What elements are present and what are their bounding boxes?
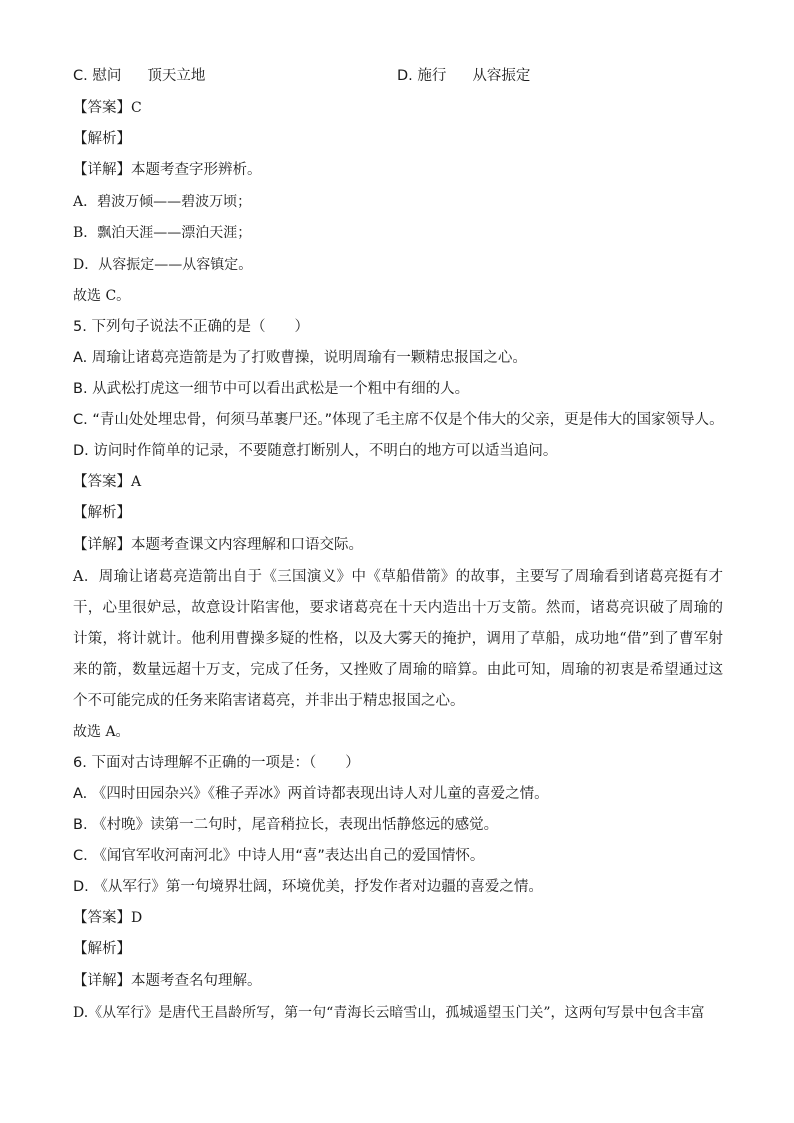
q5-answer (73, 472, 724, 492)
q6-option-d: D. 《从军行》第一句境界壮阔，环境优美，抒发作者对边疆的喜爱之情。 (73, 879, 543, 895)
q6-analysis-tag: 【解析】 (73, 941, 131, 957)
detail-tag: 【详解】 (73, 973, 131, 989)
q6-stem: 6. 下面对古诗理解不正确的一项是：（ ） (73, 755, 360, 771)
q5-stem: 5. 下列句子说法不正确的是（ ） (73, 319, 309, 335)
q6-option-b: B. 《村晚》读第一二句时，尾音稍拉长，表现出恬静悠远的感觉。 (73, 817, 499, 833)
detail-tag: 【详解】 (73, 162, 131, 178)
options-row-cd (73, 66, 724, 86)
answer-tag: 【答案】 (73, 474, 131, 490)
q6-explanation: D.《从军行》是唐代王昌龄所写，第一句“青海长云暗雪山，孤城遥望玉门关”，这两句写景中包含丰富 (73, 1005, 705, 1021)
q5-analysis-tag: 【解析】 (73, 505, 131, 521)
q4-fix-d: D．从容振定——从容镇定。 (73, 257, 253, 273)
q6-option-a: A. 《四时田园杂兴》《稚子弄冰》两首诗都表现出诗人对儿童的喜爱之情。 (73, 786, 549, 802)
q6-answer (73, 908, 724, 928)
q5-explanation: A．周瑜让诸葛亮造箭出自于《三国演义》中《草船借箭》的故事，主要写了周瑜看到诸葛亮挺有才干，心里很妒忌，故意设计陷害他，要求诸葛亮在十天内造出十万支箭。然而，诸葛亮识破了周瑜的计策，将计就计。他利用曹操多疑的性格，以及大雾天的掩护，调用了草船，成功地“借”到了曹军射来的箭，数量远超十万支，完成了任务，又挫败了周瑜的暗算。由此可知，周瑜的初衷是希望通过这个不可能完成的任务来陷害诸葛亮，并非出于精忠报国之心。 (73, 569, 723, 709)
detail-text: 本题考查名句理解。 (131, 973, 262, 989)
option-c (73, 66, 397, 86)
answer-tag: 【答案】 (73, 100, 131, 116)
q4-fix-b: B．飘泊天涯——漂泊天涯； (73, 225, 252, 241)
detail-tag: 【详解】 (73, 537, 131, 553)
option-d-word: 从容振定 (472, 68, 531, 84)
detail-text: 本题考查课文内容理解和口语交际。 (131, 537, 363, 553)
q4-fix-a: A．碧波万倾——碧波万顷； (73, 194, 252, 210)
q4-answer (73, 98, 724, 118)
q6-option-c: C. 《闻官军收河南河北》中诗人用“喜”表达出自己的爱国情怀。 (73, 848, 485, 864)
q5-option-b: B. 从武松打虎这一细节中可以看出武松是一个粗中有细的人。 (73, 381, 470, 397)
q5-conclusion: 故选 A。 (73, 724, 130, 740)
q4-detail (73, 160, 724, 180)
q4-conclusion: 故选 C。 (73, 288, 131, 304)
q5-detail (73, 535, 724, 555)
option-c-word: 顶天立地 (147, 68, 206, 84)
q5-option-d: D. 访问时作简单的记录，不要随意打断别人，不明白的地方可以适当追问。 (73, 443, 558, 459)
q4-analysis-tag: 【解析】 (73, 131, 131, 147)
q5-option-c: C. “青山处处埋忠骨，何须马革裹尸还。”体现了毛主席不仅是个伟大的父亲，更是伟大的国家领导人。 (73, 412, 724, 428)
answer-value: C (131, 100, 142, 116)
option-d-label: D. 施行 (397, 68, 447, 84)
option-c-label: C. 慰问 (73, 68, 122, 84)
answer-value: A (131, 474, 142, 490)
q6-detail (73, 971, 724, 991)
option-d (397, 66, 530, 86)
answer-tag: 【答案】 (73, 910, 131, 926)
q5-option-a: A. 周瑜让诸葛亮造箭是为了打败曹操，说明周瑜有一颗精忠报国之心。 (73, 350, 527, 366)
detail-text: 本题考查字形辨析。 (131, 162, 262, 178)
answer-value: D (131, 910, 143, 926)
